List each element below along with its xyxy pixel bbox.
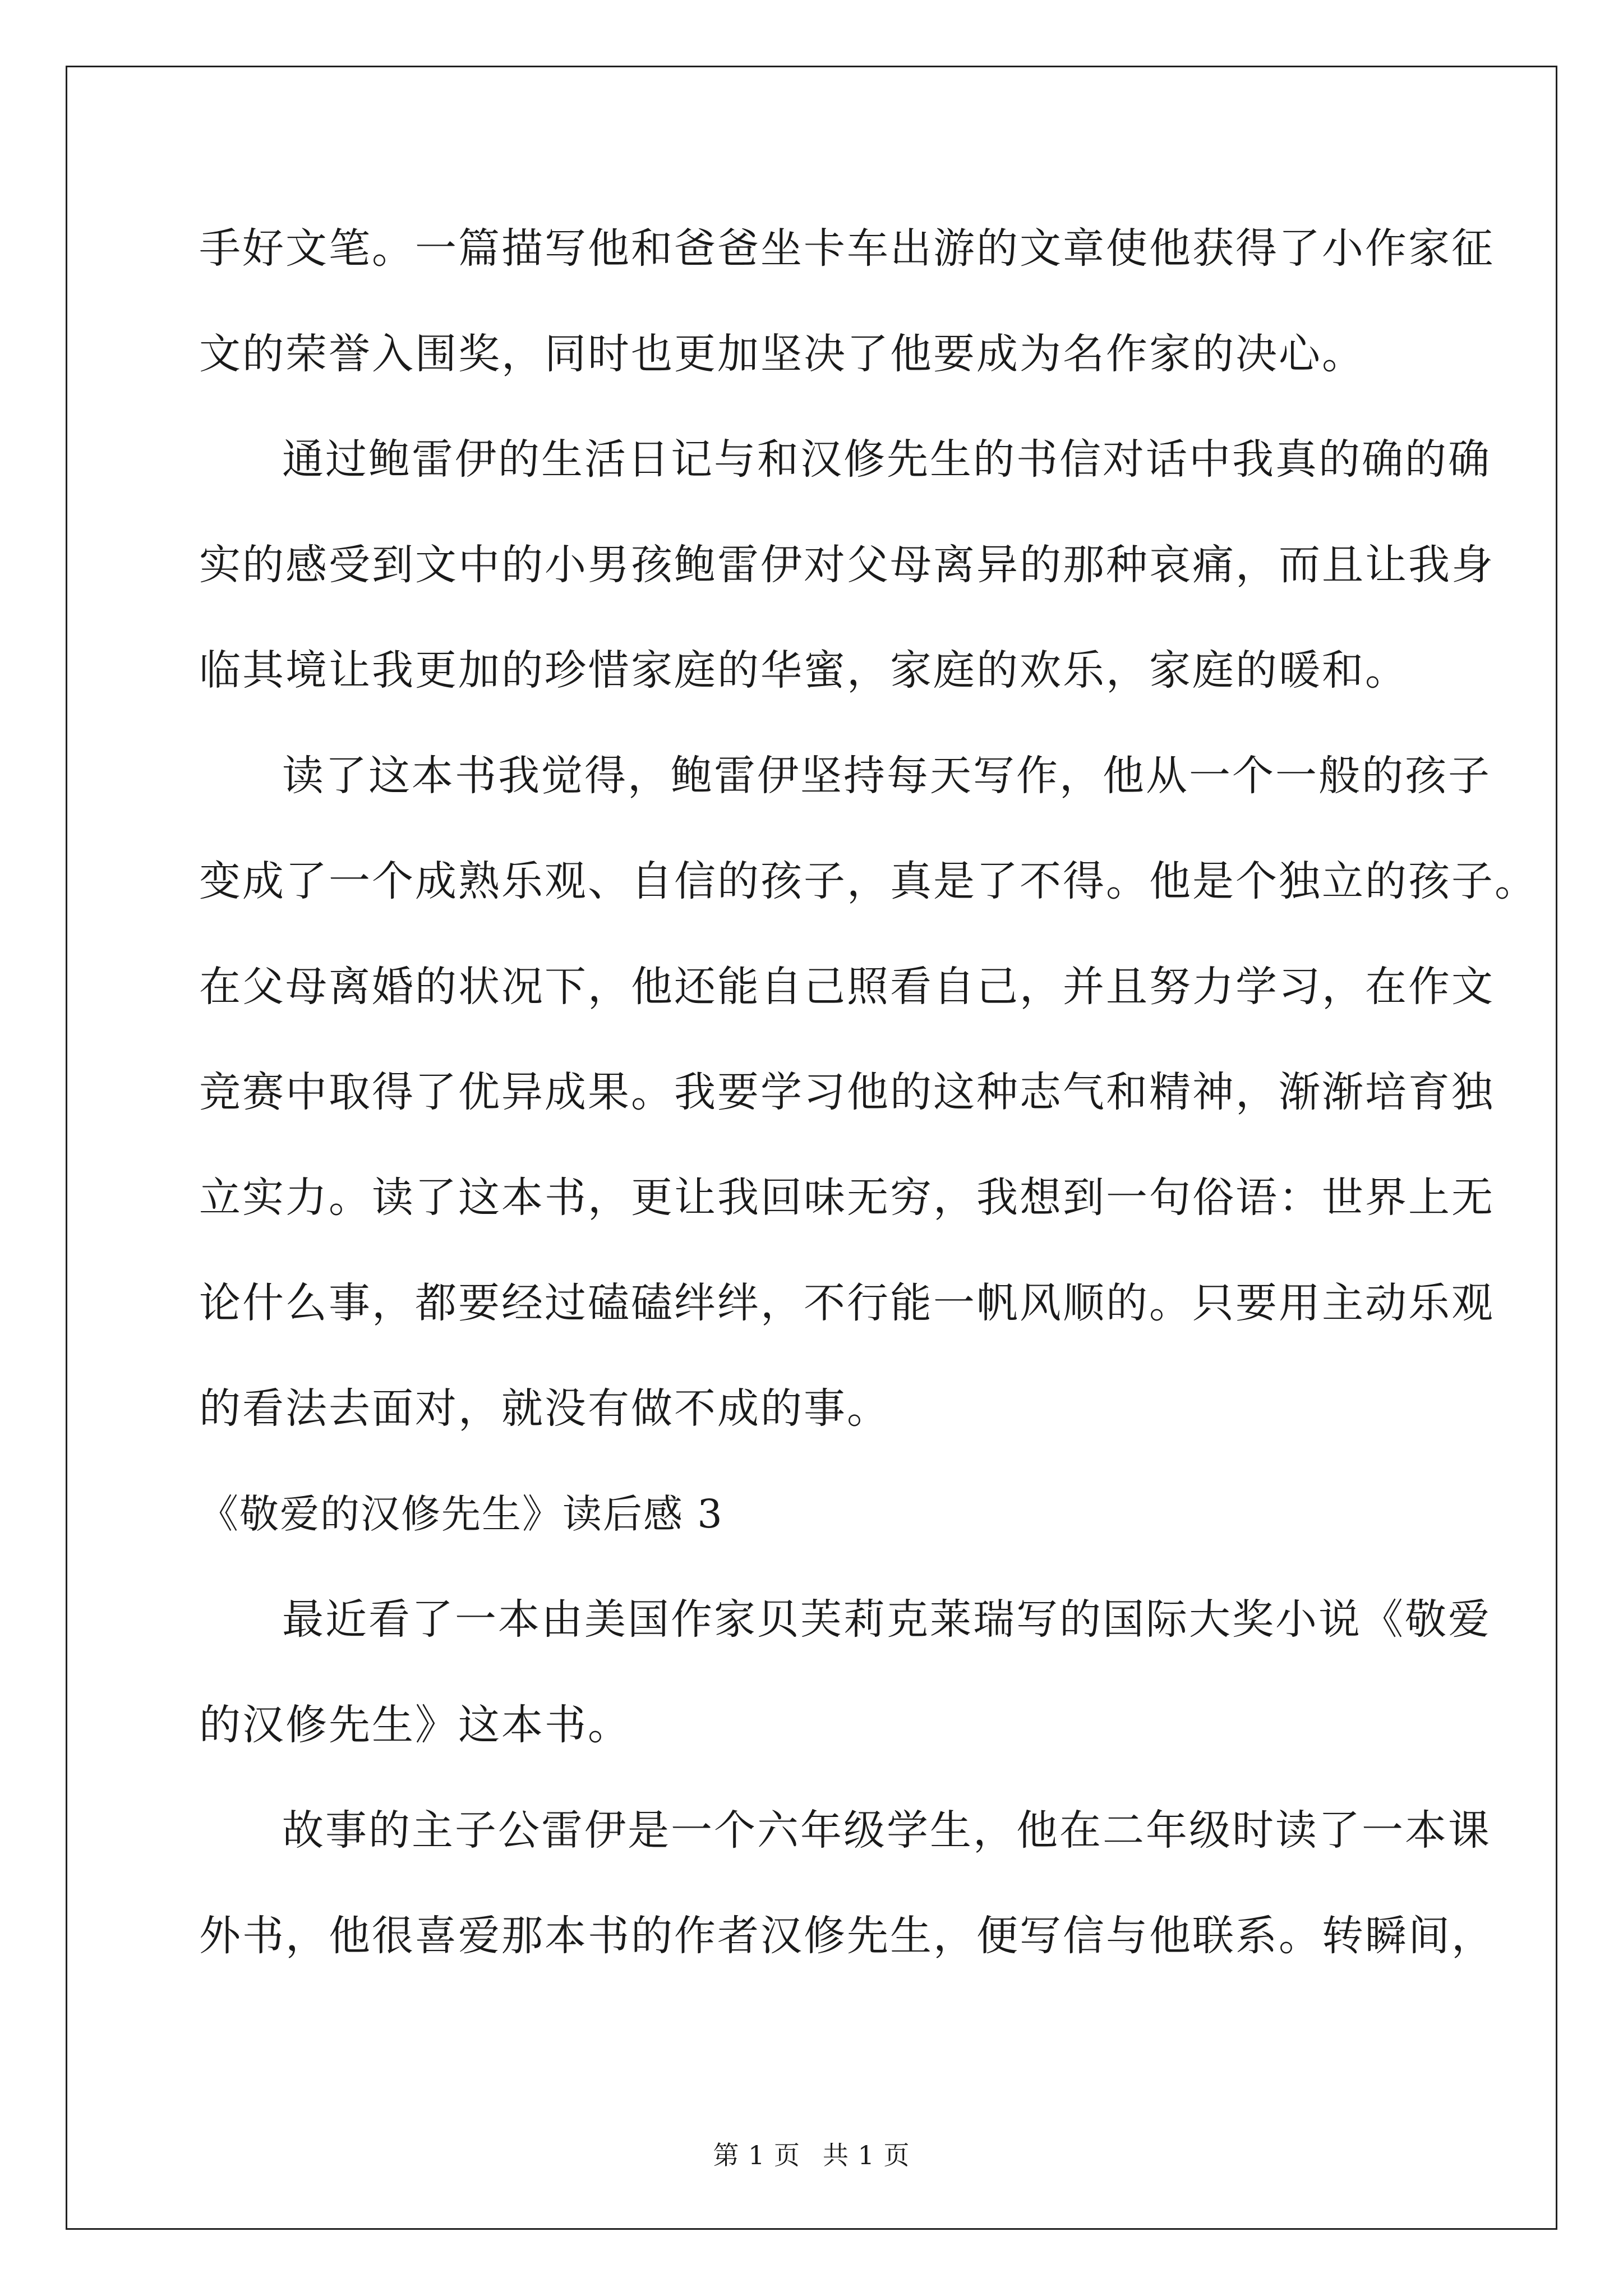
paragraph-line: 文的荣誉入围奖，同时也更加坚决了他要成为名作家的决心。 bbox=[199, 330, 1365, 378]
paragraph-line: 最近看了一本由美国作家贝芙莉克莱瑞写的国际大奖小说《敬爱 bbox=[282, 1595, 1491, 1644]
paragraph-line: 竞赛中取得了优异成果。我要学习他的这种志气和精神，渐渐培育独 bbox=[199, 1068, 1495, 1116]
paragraph-line: 论什么事，都要经过磕磕绊绊，不行能一帆风顺的。只要用主动乐观 bbox=[199, 1279, 1495, 1327]
paragraph-line: 立实力。读了这本书，更让我回味无穷，我想到一句俗语：世界上无 bbox=[199, 1174, 1495, 1222]
paragraph-line: 临其境让我更加的珍惜家庭的华蜜，家庭的欢乐，家庭的暖和。 bbox=[199, 646, 1408, 694]
document-body bbox=[199, 208, 1538, 2000]
paragraph-line: 读了这本书我觉得，鲍雷伊坚持每天写作，他从一个一般的孩子 bbox=[282, 752, 1491, 800]
page-total: 共 1 页 bbox=[823, 2140, 910, 2170]
paragraph-line: 实的感受到文中的小男孩鲍雷伊对父母离异的那种哀痛，而且让我身 bbox=[199, 541, 1495, 589]
paragraph-line: 外书，他很喜爱那本书的作者汉修先生，便写信与他联系。转瞬间， bbox=[199, 1912, 1495, 1960]
page-footer bbox=[0, 2138, 1623, 2172]
paragraph-line: 变成了一个成熟乐观、自信的孩子，真是了不得。他是个独立的孩子。 bbox=[199, 857, 1538, 905]
paragraph-line: 手好文笔。一篇描写他和爸爸坐卡车出游的文章使他获得了小作家征 bbox=[199, 224, 1495, 273]
section-heading: 《敬爱的汉修先生》读后感 3 bbox=[199, 1491, 723, 1537]
paragraph-line: 在父母离婚的状况下，他还能自己照看自己，并且努力学习，在作文 bbox=[199, 963, 1495, 1011]
paragraph-line: 故事的主子公雷伊是一个六年级学生，他在二年级时读了一本课 bbox=[282, 1806, 1491, 1855]
page-number: 第 1 页 bbox=[713, 2140, 800, 2170]
paragraph-line: 的汉修先生》这本书。 bbox=[199, 1701, 631, 1749]
paragraph-line: 的看法去面对，就没有做不成的事。 bbox=[199, 1384, 890, 1433]
paragraph-line: 通过鲍雷伊的生活日记与和汉修先生的书信对话中我真的确的确 bbox=[282, 435, 1491, 484]
